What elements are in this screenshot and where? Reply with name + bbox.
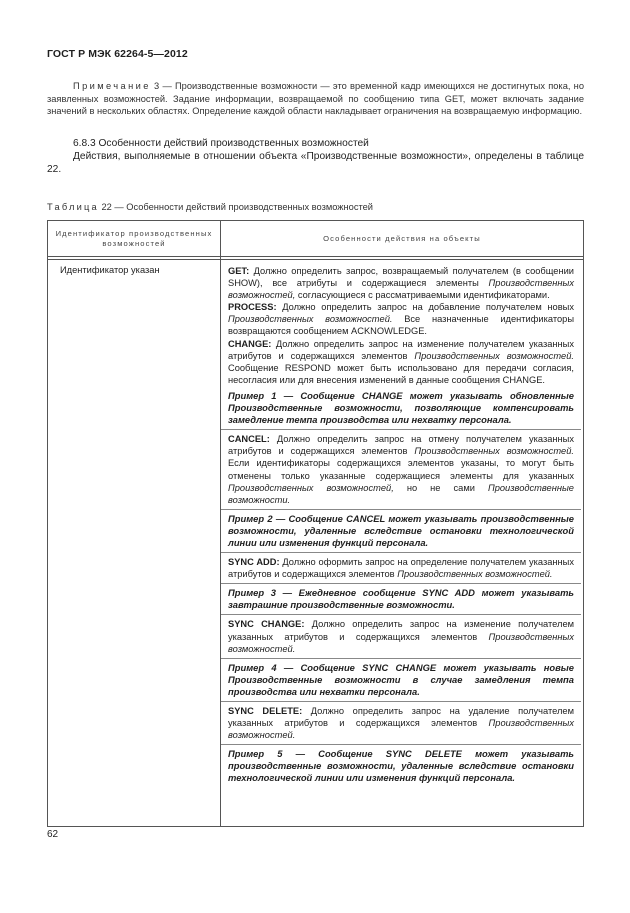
table-header-divider bbox=[48, 256, 583, 257]
row-separator bbox=[221, 744, 581, 745]
example-2: Пример 2 — Сообщение CANCEL может указывать производственные возможности, удаленные вследствие остановки технологической линии или изменения функций персонала. bbox=[228, 512, 574, 548]
row-separator bbox=[221, 614, 581, 615]
sync-change-entry bbox=[228, 618, 574, 654]
cancel-text-2: Если идентификаторы содержащихся элементов указаны, то могут быть отменены только указанные содержащиеся элементы для указанных bbox=[228, 458, 574, 481]
table-caption bbox=[47, 202, 373, 212]
section-heading: 6.8.3 Особенности действий производственных возможностей bbox=[73, 138, 369, 149]
get-text-2: согласующиеся с рассматриваемыми идентификаторами. bbox=[297, 290, 550, 301]
row-separator bbox=[221, 552, 581, 553]
row-separator bbox=[221, 509, 581, 510]
change-entry bbox=[228, 338, 574, 386]
sync-delete-italic: Производственных возможностей. bbox=[228, 718, 575, 741]
note-text: 3 — Производственные возможности — это временной кадр имеющихся не достигнутых пока, но заявленных возможностей. Задание информации, возвращаемой по сообщению типа GET, может включать задание значений в нескольких областях. Определение каждой области накладывает ограничения на возвращаемую информацию. bbox=[47, 81, 584, 116]
table-header-id: Идентификатор производственных возможностей bbox=[55, 228, 213, 248]
process-italic: Производственных возможностей. bbox=[228, 314, 393, 325]
example-1: Пример 1 — Сообщение CHANGE может указывать обновленные Производственные возможности, позволяющие компенсировать замедление темпа производства или нехватку персонала. bbox=[228, 389, 574, 426]
sync-delete-entry bbox=[228, 705, 574, 741]
get-italic: Производственных возможностей, bbox=[228, 278, 574, 301]
sync-add-italic: Производственных возможностей. bbox=[397, 569, 553, 580]
cancel-text: Должно определить запрос на отмену получателем указанных атрибутов и содержащихся элементов bbox=[228, 434, 574, 457]
process-entry bbox=[228, 301, 574, 337]
row-separator bbox=[221, 658, 581, 659]
change-text-2: Сообщение RESPOND может быть использовано для передачи согласия, несогласия или для внесения изменений в данные сообщения CHANGE. bbox=[228, 362, 574, 385]
page-number: 62 bbox=[47, 829, 59, 840]
process-key: PROCESS: bbox=[228, 302, 277, 313]
note-label: Примечание bbox=[73, 81, 151, 91]
features-cell bbox=[228, 265, 574, 785]
example-4: Пример 4 — Сообщение SYNC CHANGE может указывать новые Производственные возможности в случае замедления темпа производства или нехватки персонала. bbox=[228, 661, 574, 697]
change-text: Должно определить запрос на изменение получателем указанных атрибутов и содержащихся элементов bbox=[228, 338, 574, 361]
change-italic: Производственных возможностей. bbox=[414, 350, 574, 361]
process-text-2: Все назначенные идентификаторы возвращаются сообщением ACKNOWLEDGE. bbox=[228, 314, 574, 337]
sync-delete-text: Должно определить запрос на удаление получателем указанных атрибутов и содержащихся элементов bbox=[228, 706, 574, 729]
sync-change-key: SYNC CHANGE: bbox=[228, 619, 305, 630]
example-3: Пример 3 — Ежедневное сообщение SYNC ADD может указывать завтрашние производственные возможности. bbox=[228, 587, 574, 611]
row-separator bbox=[221, 701, 581, 702]
note-paragraph bbox=[47, 80, 584, 118]
table-caption-text: 22 — Особенности действий производственных возможностей bbox=[101, 202, 373, 212]
change-key: CHANGE: bbox=[228, 338, 272, 349]
example-5: Пример 5 — Сообщение SYNC DELETE может указывать производственные возможности, удаленные вследствие остановки технологической линии или изменения функций персонала. bbox=[228, 748, 574, 784]
row-separator bbox=[221, 583, 581, 584]
cancel-italic: Производственных возможностей. bbox=[414, 446, 574, 457]
sync-change-italic: Производственных возможностей. bbox=[228, 631, 575, 654]
table-caption-label: Таблица bbox=[47, 202, 99, 212]
cancel-text-3: но не сами bbox=[406, 482, 475, 493]
cancel-key: CANCEL: bbox=[228, 434, 270, 445]
process-text: Должно определить запрос на добавление получателем новых bbox=[282, 302, 574, 313]
table-column-divider bbox=[220, 221, 221, 826]
sync-add-entry bbox=[228, 556, 574, 580]
sync-add-key: SYNC ADD: bbox=[228, 557, 280, 568]
sync-change-text: Должно определить запрос на изменение получателем указанных атрибутов и содержащихся элементов bbox=[228, 619, 575, 642]
page-header: ГОСТ Р МЭК 62264-5—2012 bbox=[47, 48, 188, 60]
row-label: Идентификатор указан bbox=[60, 265, 160, 275]
get-text: Должно определить запрос, возвращаемый получателем (в сообщении SHOW), все атрибуты и содержащиеся элементы bbox=[228, 266, 574, 289]
section-text: Действия, выполняемые в отношении объекта «Производственные возможности», определены в таблице 22. bbox=[47, 151, 584, 175]
row-separator bbox=[221, 429, 581, 430]
cancel-italic-2: Производственных возможностей, bbox=[228, 482, 394, 493]
get-entry bbox=[228, 265, 574, 301]
table-header-divider bbox=[48, 259, 583, 260]
cancel-italic-3: Производственные возможности. bbox=[228, 482, 574, 505]
actions-table bbox=[47, 220, 584, 827]
sync-add-text: Должно оформить запрос на определение получателем указанных атрибутов и содержащихся элементов bbox=[228, 557, 574, 580]
table-header-features: Особенности действия на объекты bbox=[323, 233, 481, 243]
get-key: GET: bbox=[228, 266, 250, 276]
cancel-entry bbox=[228, 433, 574, 506]
sync-delete-key: SYNC DELETE: bbox=[228, 706, 303, 716]
